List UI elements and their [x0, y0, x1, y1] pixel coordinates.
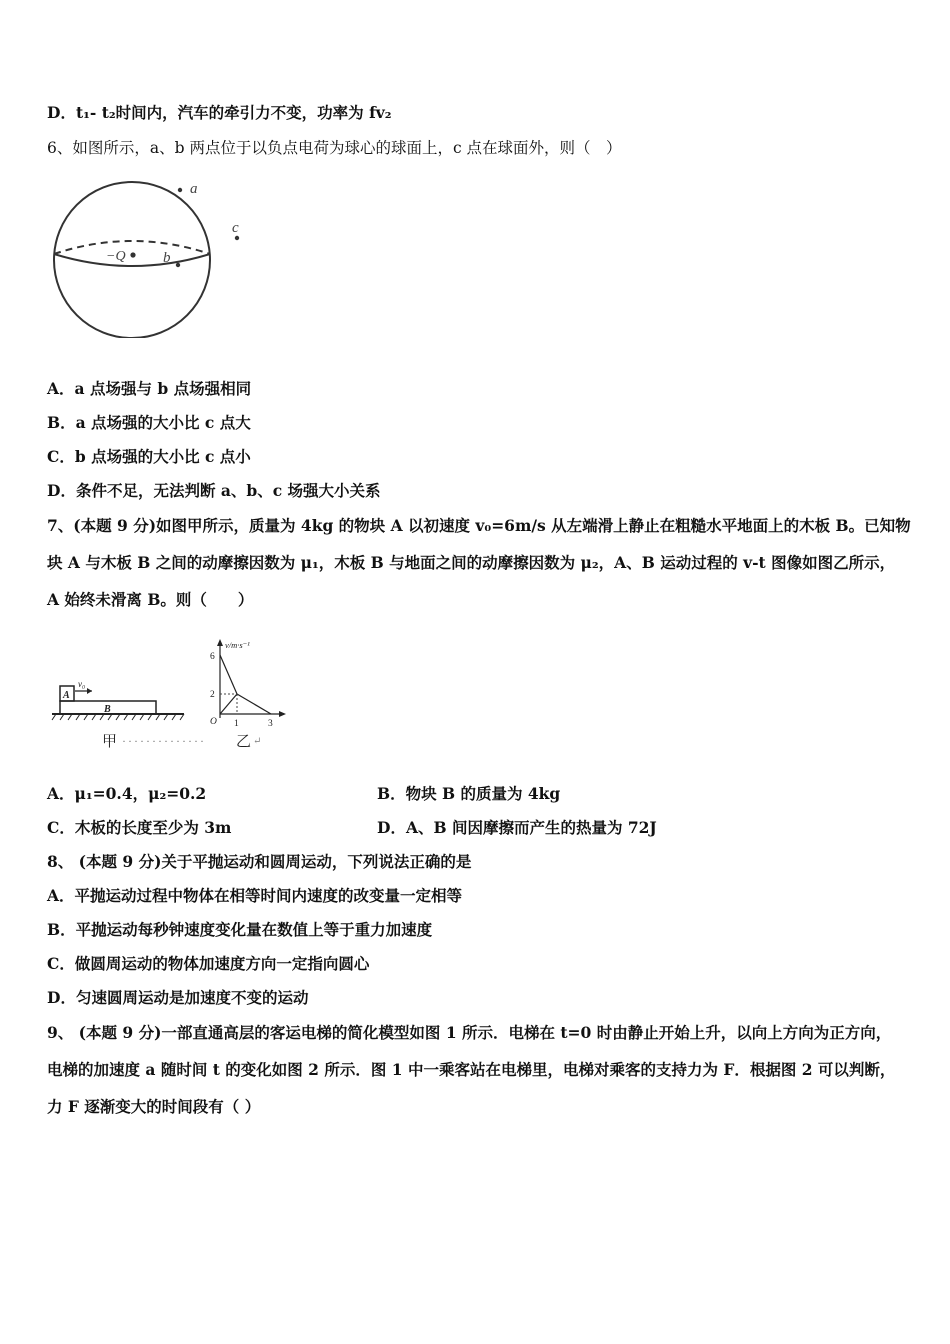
label-board-b: B [104, 704, 111, 715]
line-a [220, 655, 237, 694]
charge-point [130, 252, 135, 257]
tick-1: 1 [234, 719, 239, 729]
q6-sphere-figure [48, 176, 258, 338]
label-v0: v₀ [78, 679, 86, 689]
q7-figure [48, 636, 298, 756]
q6-option-d: D．条件不足，无法判断 a、b、c 场强大小关系 [47, 481, 381, 500]
line-b [220, 694, 237, 714]
tick-6: 6 [210, 652, 215, 662]
label-charge: −Q [106, 249, 126, 264]
axis-v-label: v/m·s⁻¹ [225, 640, 250, 650]
q6-option-a: A．a 点场强与 b 点场强相同 [47, 379, 252, 398]
q7-option-d: D．A、B 间因摩擦而产生的热量为 72J [377, 818, 657, 837]
q8-option-b: B．平抛运动每秒钟速度变化量在数值上等于重力加速度 [47, 920, 433, 939]
v-axis-arrow [217, 639, 223, 646]
q7-option-b: B．物块 B 的质量为 4kg [377, 784, 561, 803]
q6-option-b: B．a 点场强的大小比 c 点大 [47, 413, 251, 432]
q7-stem-line2: 块 A 与木板 B 之间的动摩擦因数为 μ₁，木板 B 与地面之间的动摩擦因数为 μ₂，A、B 运动过程的 v-t 图像如图乙所示， [47, 553, 896, 572]
q9-stem-line2: 电梯的加速度 a 随时间 t 的变化如图 2 所示．图 1 中一乘客站在电梯里，电梯对乘客的支持力为 F．根据图 2 可以判断， [47, 1060, 896, 1079]
point-a [178, 188, 182, 192]
t-axis-arrow [279, 711, 286, 717]
v0-arrowhead [87, 688, 92, 694]
tick-3: 3 [268, 719, 273, 729]
label-block-a: A [63, 690, 70, 701]
q8-option-a: A．平抛运动过程中物体在相等时间内速度的改变量一定相等 [47, 886, 463, 905]
q6-option-c: C．b 点场强的大小比 c 点小 [47, 447, 251, 466]
label-b: b [163, 250, 171, 266]
q9-stem-line1: 9、 (本题 9 分)一部直通高层的客运电梯的简化模型如图 1 所示．电梯在 t=0 时由静止开始上升，以向上方向为正方向， [47, 1023, 892, 1042]
q8-stem: 8、 (本题 9 分)关于平抛运动和圆周运动，下列说法正确的是 [47, 852, 472, 871]
q7-stem-line1: 7、(本题 9 分)如图甲所示，质量为 4kg 的物块 A 以初速度 v₀=6m/s 从左端滑上静止在粗糙水平地面上的木板 B。已知物 [47, 516, 911, 535]
label-a: a [190, 181, 198, 197]
point-b [176, 263, 180, 267]
q8-option-d: D．匀速圆周运动是加速度不变的运动 [47, 988, 309, 1007]
sphere-back-equator [54, 241, 210, 254]
q6-stem: 6、如图所示，a、b 两点位于以负点电荷为球心的球面上，c 点在球面外，则（ ） [47, 139, 622, 157]
q7-option-c: C．木板的长度至少为 3m [47, 818, 232, 837]
q5-option-d: D．t₁- t₂时间内，汽车的牵引力不变，功率为 fv₂ [47, 103, 392, 122]
caption-dots: ·············· [122, 734, 206, 748]
label-c: c [232, 220, 239, 236]
caption-jia: 甲 [102, 734, 118, 750]
q7-stem-line3: A 始终未滑离 B。则（ ） [47, 590, 254, 609]
origin-label: O [210, 717, 217, 727]
q8-option-c: C．做圆周运动的物体加速度方向一定指向圆心 [47, 954, 370, 973]
q9-stem-line3: 力 F 逐渐变大的时间段有（ ） [47, 1097, 261, 1116]
q7-option-a: A．μ₁=0.4，μ₂=0.2 [47, 784, 207, 803]
line-common [237, 694, 271, 714]
figure-yi-vt-graph [210, 639, 286, 729]
tick-2: 2 [210, 690, 215, 700]
point-c [235, 236, 239, 240]
caption-yi: 乙 [236, 734, 252, 750]
caption-return-mark: ↵ [253, 736, 262, 747]
